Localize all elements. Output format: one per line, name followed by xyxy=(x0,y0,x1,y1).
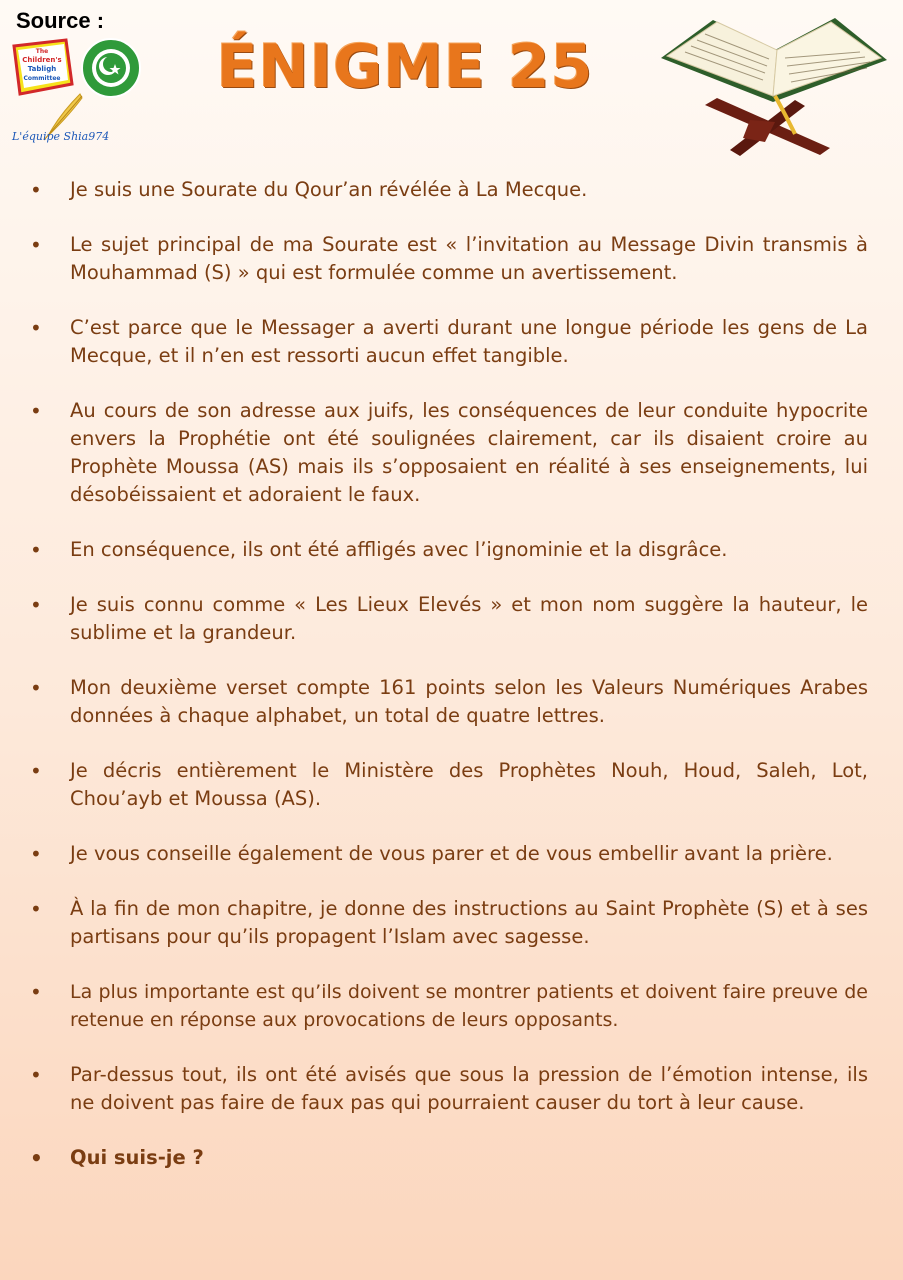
bullet-icon: • xyxy=(30,538,42,562)
book-stand xyxy=(705,98,830,156)
clue-text: Le sujet principal de ma Sourate est « l’invitation au Message Divin transmis à Mouhammad (S) » qui est formulée comme un avertissement. xyxy=(70,233,868,284)
clue-text: Mon deuxième verset compte 161 points selon les Valeurs Numériques Arabes données à chaque alphabet, un total de quatre lettres. xyxy=(70,676,868,727)
clue-item xyxy=(30,176,868,204)
clue-text: Par-dessus tout, ils ont été avisés que sous la pression de l’émotion intense, ils ne doivent pas faire de faux pas qui pourraient causer du tort à leur cause. xyxy=(70,1063,868,1114)
question-item xyxy=(30,1144,868,1172)
logo-text-line: Children's xyxy=(22,56,62,64)
bullet-icon: • xyxy=(30,178,42,202)
bullet-icon: • xyxy=(30,1063,42,1087)
clue-text: Au cours de son adresse aux juifs, les conséquences de leur conduite hypocrite envers la Prophétie ont été soulignées clairement, car ils disaient croire au Prophète Moussa (AS) mais ils s’opposaient en réalité à ses enseignements, lui désobéissaient et adoraient le faux. xyxy=(70,399,868,506)
clue-text: À la fin de mon chapitre, je donne des instructions au Saint Prophète (S) et à ses partisans pour qu’ils propagent l’Islam avec sagesse. xyxy=(70,897,868,948)
bullet-icon: • xyxy=(30,399,42,423)
clue-text: C’est parce que le Messager a averti durant une longue période les gens de La Mecque, et il n’en est ressorti aucun effet tangible. xyxy=(70,316,868,367)
clue-item xyxy=(30,895,868,951)
logo-text-line: The xyxy=(35,48,49,55)
clue-list xyxy=(30,176,868,1199)
clue-item xyxy=(30,591,868,647)
bullet-icon: • xyxy=(30,233,42,257)
clue-item xyxy=(30,397,868,509)
bullet-icon: • xyxy=(30,897,42,921)
bullet-icon: • xyxy=(30,759,42,783)
signature: L'équipe Shia974 xyxy=(12,130,110,143)
logo-text-line: Committee xyxy=(23,75,61,82)
clue-text: La plus importante est qu’ils doivent se montrer patients et doivent faire preuve de retenue en réponse aux provocations de leurs opposants. xyxy=(70,981,868,1031)
clue-text: Je suis connu comme « Les Lieux Elevés » et mon nom suggère la hauteur, le sublime et la grandeur. xyxy=(70,593,868,644)
clue-text: Je décris entièrement le Ministère des Prophètes Nouh, Houd, Saleh, Lot, Chou’ayb et Moussa (AS). xyxy=(70,759,868,810)
bullet-icon: • xyxy=(30,1146,43,1170)
clue-item xyxy=(30,1061,868,1117)
bullet-icon: • xyxy=(30,676,42,700)
clue-item xyxy=(30,978,868,1034)
source-label: Source : xyxy=(16,8,105,33)
bullet-icon: • xyxy=(30,593,42,617)
bullet-icon: • xyxy=(30,316,42,340)
bullet-icon: • xyxy=(30,842,42,866)
clue-item xyxy=(30,314,868,370)
clue-item xyxy=(30,536,868,564)
clue-item xyxy=(30,231,868,287)
logo-text-line: Tabligh xyxy=(27,65,57,73)
clue-item xyxy=(30,674,868,730)
clue-item xyxy=(30,757,868,813)
question-text: Qui suis-je ? xyxy=(70,1146,204,1169)
page-title: ÉNIGME 25 xyxy=(216,32,594,102)
clue-text: Je vous conseille également de vous parer et de vous embellir avant la prière. xyxy=(70,842,833,865)
quran-book-illustration xyxy=(655,10,895,160)
clue-item xyxy=(30,840,868,868)
clue-text: En conséquence, ils ont été affligés avec l’ignominie et la disgrâce. xyxy=(70,538,728,561)
bullet-icon: • xyxy=(30,980,42,1004)
clue-text: Je suis une Sourate du Qour’an révélée à La Mecque. xyxy=(70,178,588,201)
